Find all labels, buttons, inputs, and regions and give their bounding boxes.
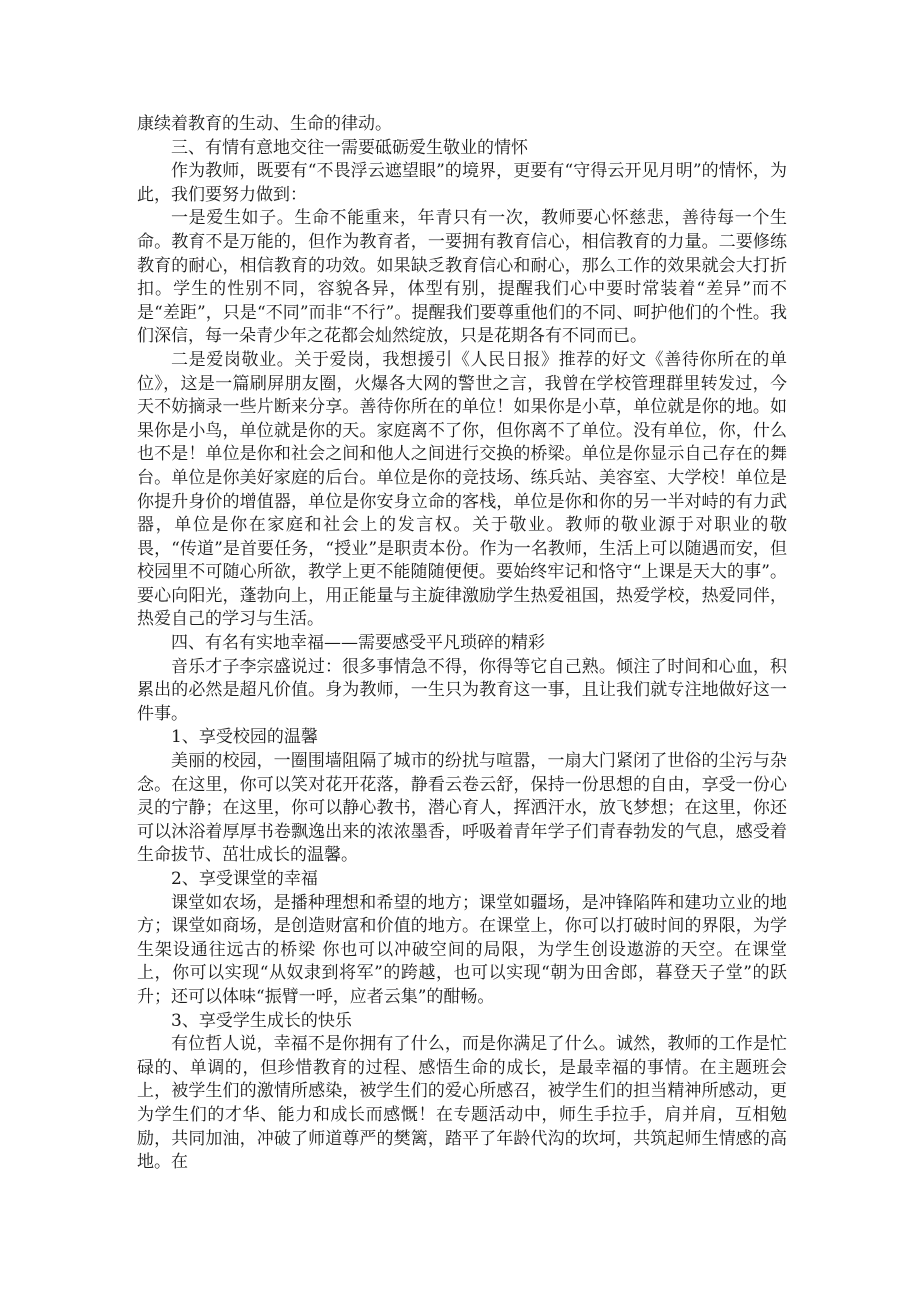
subheading-campus: 1、享受校园的温馨	[171, 727, 318, 748]
paragraph-student-growth: 有位哲人说，幸福不是你拥有了什么，而是你满足了什么。诚然，教师的工作是忙碌的、单调的，但珍惜教育的过程、感悟生命的成长，是最幸福的事情。在主题班会上，被学生们的激情所感染，被学生们的爱心所感召，被学生们的担当精神所感动，更为学生们的才华、能力和成长而感慨！在专题活动中，师生手拉手，肩并肩，互相勉励，共同加油，冲破了师道尊严的樊篱，踏平了年龄代沟的坎坷，共筑起师生情感的高地。在	[137, 1034, 787, 1173]
paragraph-intro: 作为教师，既要有“不畏浮云遮望眼”的境界，更要有“守得云开见月明”的情怀，为此，我们要努力做到：	[137, 161, 787, 205]
paragraph-campus: 美丽的校园，一圈围墙阻隔了城市的纷扰与喧嚣，一扇大门紧闭了世俗的尘污与杂念。在这里，你可以笑对花开花落，静看云卷云舒，保持一份思想的自由，享受一份心灵的宁静；在这里，你可以静心教书，潜心育人，挥洒汗水，放飞梦想；在这里，你还可以沐浴着厚厚书卷飘逸出来的浓浓墨香，呼吸着青年学子们青春勃发的气息，感受着生命拔节、茁壮成长的温馨。	[137, 751, 787, 866]
subheading-classroom: 2、享受课堂的幸福	[171, 869, 318, 889]
paragraph-love-job: 二是爱岗敬业。关于爱岗，我想援引《人民日报》推荐的好文《善待你所在的单位》，这是一篇刷屏朋友圈，火爆各大网的警世之言，我曾在学校管理群里转发过，今天不妨摘录一些片断来分享。善待你所在的单位！如果你是小草，单位就是你的地。如果你是小鸟，单位就是你的天。家庭离不了你，但你离不了单位。没有单位，你，什么也不是！单位是你和社会之间和他人之间进行交换的桥梁。单位是你显示自己存在的舞台。单位是你美好家庭的后台。单位是你的竞技场、练兵站、美容室、大学校！单位是你提升身价的增值器，单位是你安身立命的客栈，单位是你和你的另一半对峙的有力武器，单位是你在家庭和社会上的发言权。关于敬业。教师的敬业源于对职业的敬畏，“传道”是首要任务，“授业”是职责本份。作为一名教师，生活上可以随遇而安，但校园里不可随心所欲，教学上更不能随随便便。要始终牢记和恪守“上课是天大的事”。要心向阳光，蓬勃向上，用正能量与主旋律激励学生热爱祖国，热爱学校，热爱同伴，热爱自己的学习与生活。	[137, 349, 787, 630]
section-heading-three: 三、有情有意地交往一需要砥砺爱生敬业的情怀	[171, 137, 528, 158]
paragraph-classroom: 课堂如农场，是播种理想和希望的地方；课堂如疆场，是冲锋陷阵和建功立业的地方；课堂如商场，是创造财富和价值的地方。在课堂上，你可以打破时间的界限，为学生架设通往远古的桥梁 你也可以冲破空间的局限，为学生创设遨游的天空。在课堂上，你可以实现“从奴隶到将军”的跨越，也可以实现“朝为田舍郎，暮登天子堂”的跃升；还可以体味“振臂一呼，应者云集”的酣畅。	[137, 892, 787, 1007]
paragraph-continuation: 康续着教育的生动、生命的律动。	[137, 114, 392, 134]
paragraph-quote: 音乐才子李宗盛说过：很多事情急不得，你得等它自己熟。倾注了时间和心血，积累出的必然是超凡价值。身为教师，一生只为教育这一事，且让我们就专注地做好这一件事。	[137, 656, 787, 724]
paragraph-love-students: 一是爱生如子。生命不能重来，年青只有一次，教师要心怀慈悲，善待每一个生命。教育不是万能的，但作为教育者，一要拥有教育信心，相信教育的力量。二要修练教育的耐心，相信教育的功效。如果缺乏教育信心和耐心，那么工作的效果就会大打折扣。学生的性别不同，容貌各异，体型有别，提醒我们心中要时常装着“差异”而不是“差距”，只是“不同”而非“不行”。提醒我们要尊重他们的不同、呵护他们的个性。我们深信，每一朵青少年之花都会灿然绽放，只是花期各有不同而已。	[137, 208, 787, 347]
document-body	[137, 113, 787, 1175]
section-heading-four: 四、有名有实地幸福——需要感受平凡琐碎的精彩	[171, 633, 545, 654]
subheading-student-growth: 3、享受学生成长的快乐	[171, 1010, 352, 1031]
